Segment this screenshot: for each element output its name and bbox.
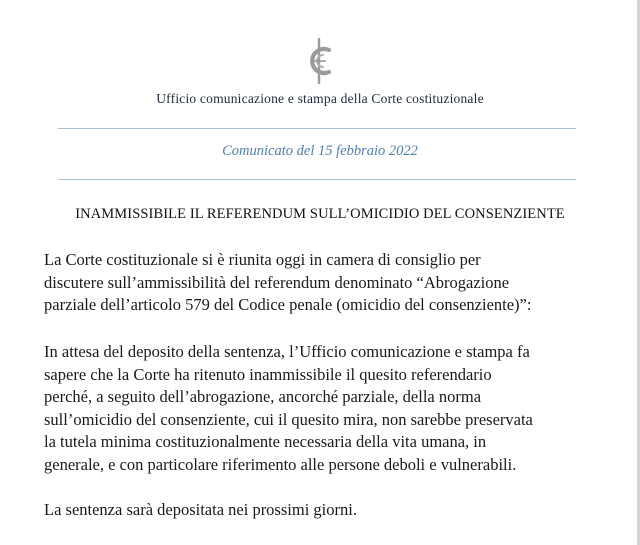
paragraph-3 — [44, 499, 604, 522]
paragraph-line: sapere che la Corte ha ritenuto inammissibile il quesito referendario — [44, 364, 492, 384]
paragraph-line: La sentenza sarà depositata nei prossimi giorni. — [44, 500, 357, 519]
paragraph-line: generale, e con particolare riferimento alle persone deboli e vulnerabili. — [44, 454, 517, 474]
paragraph-line: la tutela minima costituzionalmente necessaria della vita umana, in — [44, 432, 487, 451]
divider-bottom — [58, 179, 576, 180]
divider-top — [58, 128, 576, 129]
release-date: Comunicato del 15 febbraio 2022 — [222, 143, 418, 159]
paragraph-2 — [44, 341, 604, 476]
paragraph-line: parziale dell’articolo 579 del Codice penale (omicidio del consenziente)”: — [44, 295, 532, 314]
headline: INAMMISSIBILE IL REFERENDUM SULL’OMICIDIO DEL CONSENZIENTE — [75, 206, 565, 222]
paragraph-line: discutere sull’ammissibilità del referendum denominato “Abrogazione — [44, 272, 510, 292]
office-title: Ufficio comunicazione e stampa della Corte costituzionale — [156, 91, 484, 106]
paragraph-line: sull’omicidio del consenziente, cui il quesito mira, non sarebbe preservata — [44, 409, 533, 429]
paragraph-1 — [44, 249, 604, 317]
paragraph-line: In attesa del deposito della sentenza, l’Ufficio comunicazione e stampa fa — [44, 342, 530, 361]
paragraph-line: La Corte costituzionale si è riunita oggi in camera di consiglio per — [44, 250, 481, 269]
paragraph-line: perché, a seguito dell’abrogazione, ancorché parziale, della norma — [44, 387, 482, 406]
corte-costituzionale-logo-icon — [302, 38, 336, 84]
